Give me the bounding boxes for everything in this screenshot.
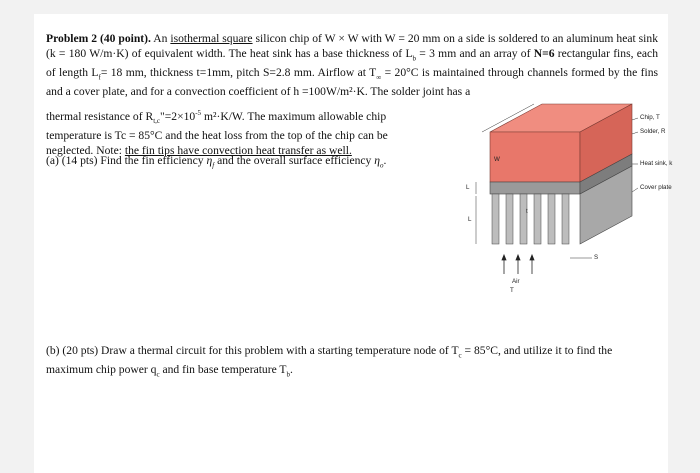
heat-sink-label: Heat sink, k	[640, 160, 673, 167]
lb-label: L	[466, 184, 470, 191]
cover-plate-label: Cover plate	[640, 184, 672, 191]
fin-count: N=6	[533, 46, 555, 60]
tinf-label: T	[510, 287, 514, 294]
problem-sheet	[34, 14, 673, 473]
text: =2×10	[164, 109, 196, 123]
text: (a) (14 pts) Find the fin efficiency	[46, 154, 207, 167]
note-text: the fin tips have convection heat transfer as well.	[124, 143, 352, 157]
problem-title: Problem 2 (40 point).	[46, 32, 151, 45]
text: and fin base temperature T	[159, 363, 287, 377]
text: = 18 mm, thickness t=1mm, pitch S=2.8 mm. Airflow at T	[100, 65, 377, 79]
text: rectangular fins, each of length L	[46, 46, 658, 79]
chip-front	[490, 132, 580, 182]
text: = 20°C is maintained through channels formed by the fins and a cover plate, and for a convection coefficient of h =100W/m²·K. The solder joint has a	[46, 65, 659, 99]
heat-sink-base	[490, 182, 580, 194]
lf-label: L	[468, 216, 472, 223]
text: = 85°C, and utilize it to find the maximum chip power q	[46, 344, 613, 377]
part-a: (a) (14 pts) Find the fin efficiency $\eta_f$ and the overall surface efficiency $\eta_o$.	[46, 154, 387, 170]
text: silicon chip of W × W with W = 20 mm on a side is soldered to an aluminum heat sink (k = 180 W/m·K) of equivalent width. The heat sink has a base thickness of L	[46, 32, 658, 60]
part-b: (b) (20 pts) Draw a thermal circuit for this problem with a starting temperature node of $T_c = 85^\circ C$, and utilize it to find the maximum chip power $q_c$ and fin base temperature $T_b$.	[46, 344, 613, 379]
solder-label: Solder, R	[640, 128, 666, 135]
text: m²·K/W. The maximum allowable chip temperature is Tc = 85°C and the heat loss from the top of the chip can be neglected. Note:	[46, 109, 388, 157]
problem-statement-cont: thermal resistance of $R_{t,c}"=2\times 10^{-5}$ m²·K/W. The maximum allowable chip temperature is Tc = 85°C and the heat loss from the top of the chip can be neglected. Note: the fin tips have convection heat transfer as well.	[46, 109, 388, 157]
text: = 3 mm and an array of	[416, 46, 534, 60]
air-label: Air	[512, 278, 520, 285]
isothermal-square-text: isothermal square	[170, 32, 253, 45]
text: thermal resistance of R	[46, 109, 154, 123]
w-label: W	[494, 156, 500, 163]
heat-sink-drawing	[442, 98, 668, 313]
chip-label: Chip, T	[640, 114, 660, 121]
problem-statement: Problem 2 (40 point). An isothermal square silicon chip of W × W with W = 20 mm on a side is soldered to an aluminum heat sink (k = 180 W/m·K) of equivalent width. The heat sink has a base thickness of $L_b = 3$ mm and an array of N=6 rectangular fins, each of length $L_f= 18$ mm, thickness t=1mm, pitch S=2.8 mm. Airflow at $T_\infty = 20^\circ C$ is maintained through channels formed by the fins and a cover plate, and for a convection coefficient of h =100W/m²·K. The solder joint has a	[46, 32, 659, 99]
text: An	[150, 32, 171, 45]
text: and the overall surface efficiency	[214, 154, 375, 167]
heat-sink-figure	[442, 98, 673, 313]
s-label: S	[594, 254, 599, 261]
text: (b) (20 pts) Draw a thermal circuit for this problem with a starting temperature node of T	[46, 344, 459, 357]
fins	[492, 194, 569, 244]
t-label: t	[526, 208, 528, 215]
